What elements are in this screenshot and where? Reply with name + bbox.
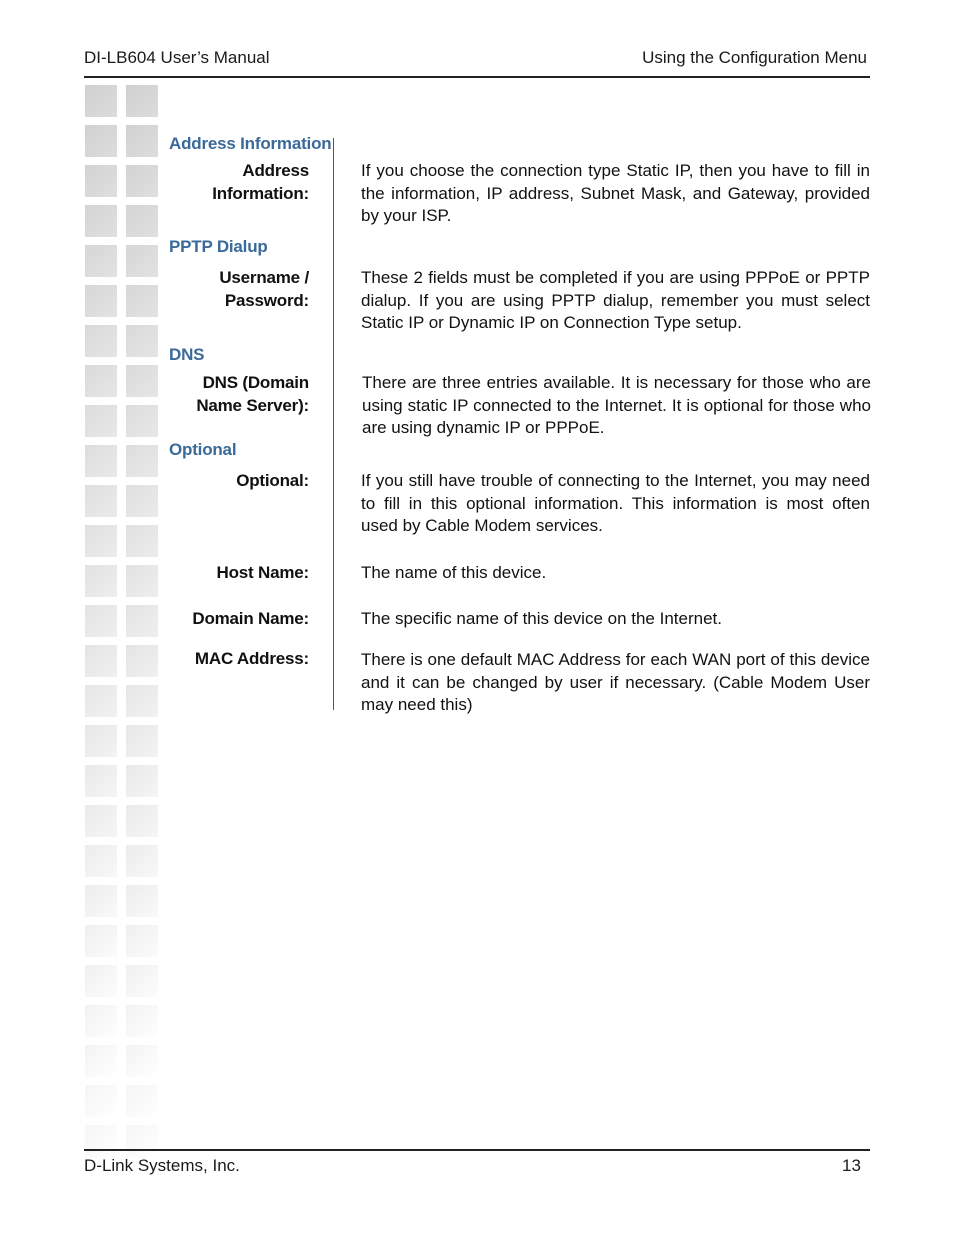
description-address-information: If you choose the connection type Static IP, then you have to fill in the information, IP address, Subnet Mask, and Gateway, provided by your ISP. — [361, 161, 870, 225]
decorative-square-column — [85, 85, 160, 1149]
description-mac-address: There is one default MAC Address for each WAN port of this device and it can be changed by user if necessary. (Cable Modem User may need this) — [361, 650, 870, 714]
decorative-square — [85, 485, 117, 517]
decorative-square — [85, 805, 117, 837]
decorative-square — [85, 365, 117, 397]
decorative-square — [126, 645, 158, 677]
decorative-square — [85, 405, 117, 437]
decorative-square — [126, 805, 158, 837]
decorative-square — [85, 285, 117, 317]
decorative-square — [85, 845, 117, 877]
decorative-square — [85, 85, 117, 117]
decorative-square — [126, 685, 158, 717]
chapter-title: Using the Configuration Menu — [642, 48, 867, 67]
decorative-square — [85, 1085, 117, 1117]
decorative-square — [85, 1005, 117, 1037]
decorative-square — [85, 445, 117, 477]
decorative-square — [126, 885, 158, 917]
decorative-square — [126, 1085, 158, 1117]
decorative-square — [85, 125, 117, 157]
section-heading-pptp-dialup: PPTP Dialup — [169, 237, 268, 256]
description-host-name: The name of this device. — [361, 563, 547, 582]
decorative-square — [126, 1125, 158, 1157]
company-name: D-Link Systems, Inc. — [84, 1156, 240, 1175]
decorative-square — [85, 565, 117, 597]
term-dns: DNS (Domain Name Server): — [196, 373, 309, 415]
decorative-square — [126, 485, 158, 517]
decorative-square — [85, 165, 117, 197]
decorative-square — [85, 525, 117, 557]
decorative-square — [126, 405, 158, 437]
decorative-square — [85, 205, 117, 237]
decorative-square — [85, 1045, 117, 1077]
decorative-square — [85, 965, 117, 997]
decorative-square — [85, 245, 117, 277]
decorative-square — [126, 525, 158, 557]
decorative-square — [126, 125, 158, 157]
section-heading-address-information: Address Information — [169, 134, 332, 153]
term-mac-address: MAC Address: — [194, 649, 309, 668]
decorative-square — [126, 1005, 158, 1037]
term-optional: Optional: — [236, 471, 309, 490]
decorative-square — [126, 965, 158, 997]
page-number: 13 — [842, 1156, 861, 1175]
decorative-square — [85, 685, 117, 717]
decorative-square — [126, 285, 158, 317]
decorative-square — [85, 765, 117, 797]
term-domain-name: Domain Name: — [192, 609, 309, 628]
decorative-square — [85, 1125, 117, 1157]
decorative-square — [126, 1045, 158, 1077]
description-username-password: These 2 fields must be completed if you are using PPPoE or PPTP dialup. If you are using PPTP dialup, remember you must select Static IP or Dynamic IP on Connection Type setup. — [361, 268, 870, 332]
decorative-square — [126, 765, 158, 797]
decorative-square — [126, 205, 158, 237]
decorative-square — [126, 325, 158, 357]
decorative-square — [85, 645, 117, 677]
manual-title: DI-LB604 User’s Manual — [84, 48, 270, 67]
description-optional: If you still have trouble of connecting to the Internet, you may need to fill in this optional information. This information is most often used by Cable Modem services. — [361, 471, 870, 535]
term-address-information: Address Information: — [212, 161, 309, 203]
decorative-square — [126, 445, 158, 477]
decorative-square — [126, 845, 158, 877]
decorative-square — [85, 725, 117, 757]
decorative-square — [126, 365, 158, 397]
column-divider — [333, 138, 334, 710]
section-heading-dns: DNS — [169, 345, 205, 364]
decorative-square — [126, 605, 158, 637]
decorative-square — [126, 925, 158, 957]
decorative-square — [85, 925, 117, 957]
footer-rule — [84, 1149, 870, 1151]
decorative-square — [85, 325, 117, 357]
description-domain-name: The specific name of this device on the Internet. — [361, 609, 722, 628]
description-dns: There are three entries available. It is necessary for those who are using static IP connected to the Internet. It is optional for those who are using dynamic IP or PPPoE. — [362, 373, 871, 437]
section-heading-optional: Optional — [169, 440, 237, 459]
decorative-square — [126, 245, 158, 277]
decorative-square — [85, 885, 117, 917]
term-username-password: Username / Password: — [219, 268, 309, 310]
header-rule — [84, 76, 870, 78]
decorative-square — [126, 725, 158, 757]
decorative-square — [85, 605, 117, 637]
decorative-square — [126, 165, 158, 197]
term-host-name: Host Name: — [216, 563, 309, 582]
decorative-square — [126, 85, 158, 117]
decorative-square — [126, 565, 158, 597]
